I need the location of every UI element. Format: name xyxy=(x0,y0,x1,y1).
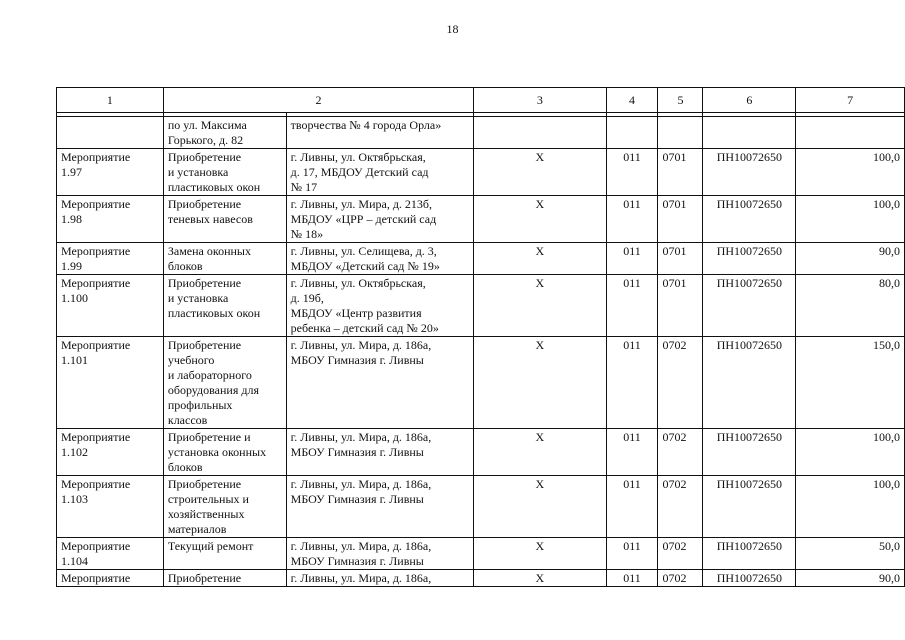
header-col-7: 7 xyxy=(796,88,905,113)
cell-col-3 xyxy=(474,117,606,149)
cell-col-4: 011 xyxy=(606,243,658,275)
table-row xyxy=(57,275,905,337)
cell-col-6 xyxy=(703,117,796,149)
cell-col-7: 90,0 xyxy=(796,243,905,275)
header-col-4: 4 xyxy=(606,88,658,113)
cell-col-3: X xyxy=(474,243,606,275)
cell-col-5: 0702 xyxy=(658,337,703,429)
cell-col-3: X xyxy=(474,149,606,196)
table-body xyxy=(57,117,905,587)
table-row xyxy=(57,243,905,275)
cell-col-3: X xyxy=(474,337,606,429)
cell-col-3: X xyxy=(474,429,606,476)
cell-col-6: ПН10072650 xyxy=(703,429,796,476)
cell-measure: Мероприятие 1.101 xyxy=(57,337,164,429)
cell-col-7 xyxy=(796,117,905,149)
cell-description: Приобретение и установка пластиковых окон xyxy=(163,275,286,337)
cell-col-4: 011 xyxy=(606,149,658,196)
cell-col-7: 100,0 xyxy=(796,476,905,538)
cell-col-7: 50,0 xyxy=(796,538,905,570)
cell-address: г. Ливны, ул. Октябрьская, д. 19б, МБДОУ «Центр развития ребенка – детский сад № 20» xyxy=(286,275,473,337)
cell-address: г. Ливны, ул. Селищева, д. 3, МБДОУ «Детский сад № 19» xyxy=(286,243,473,275)
table-row xyxy=(57,570,905,587)
cell-col-6: ПН10072650 xyxy=(703,243,796,275)
header-row xyxy=(57,88,905,113)
cell-address: г. Ливны, ул. Мира, д. 213б, МБДОУ «ЦРР – детский сад № 18» xyxy=(286,196,473,243)
cell-address: г. Ливны, ул. Мира, д. 186а, МБОУ Гимназия г. Ливны xyxy=(286,538,473,570)
cell-address: г. Ливны, ул. Мира, д. 186а, МБОУ Гимназия г. Ливны xyxy=(286,429,473,476)
table-row xyxy=(57,117,905,149)
cell-address: г. Ливны, ул. Октябрьская, д. 17, МБДОУ Детский сад № 17 xyxy=(286,149,473,196)
cell-col-7: 90,0 xyxy=(796,570,905,587)
header-col-6: 6 xyxy=(703,88,796,113)
cell-col-5: 0701 xyxy=(658,196,703,243)
cell-col-6: ПН10072650 xyxy=(703,476,796,538)
cell-description: Приобретение строительных и хозяйственных материалов xyxy=(163,476,286,538)
cell-col-6: ПН10072650 xyxy=(703,196,796,243)
cell-measure: Мероприятие 1.100 xyxy=(57,275,164,337)
table-row xyxy=(57,476,905,538)
table-row xyxy=(57,196,905,243)
cell-measure: Мероприятие 1.104 xyxy=(57,538,164,570)
cell-col-4: 011 xyxy=(606,429,658,476)
cell-col-3: X xyxy=(474,275,606,337)
cell-description: Текущий ремонт xyxy=(163,538,286,570)
cell-col-5: 0702 xyxy=(658,429,703,476)
cell-col-7: 100,0 xyxy=(796,196,905,243)
cell-col-3: X xyxy=(474,476,606,538)
header-col-1: 1 xyxy=(57,88,164,113)
cell-col-4: 011 xyxy=(606,337,658,429)
cell-col-4: 011 xyxy=(606,275,658,337)
cell-measure: Мероприятие 1.102 xyxy=(57,429,164,476)
cell-address: г. Ливны, ул. Мира, д. 186а, xyxy=(286,570,473,587)
cell-col-4: 011 xyxy=(606,570,658,587)
cell-description: Приобретение теневых навесов xyxy=(163,196,286,243)
cell-col-3: X xyxy=(474,570,606,587)
cell-address: г. Ливны, ул. Мира, д. 186а, МБОУ Гимназия г. Ливны xyxy=(286,337,473,429)
cell-col-7: 150,0 xyxy=(796,337,905,429)
cell-description: Приобретение и установка оконных блоков xyxy=(163,429,286,476)
cell-col-4: 011 xyxy=(606,476,658,538)
cell-col-6: ПН10072650 xyxy=(703,570,796,587)
cell-description: Замена оконных блоков xyxy=(163,243,286,275)
header-col-5: 5 xyxy=(658,88,703,113)
header-col-3: 3 xyxy=(474,88,606,113)
cell-col-5: 0701 xyxy=(658,275,703,337)
cell-col-7: 100,0 xyxy=(796,429,905,476)
cell-col-3: X xyxy=(474,538,606,570)
cell-measure: Мероприятие 1.103 xyxy=(57,476,164,538)
cell-col-5: 0702 xyxy=(658,570,703,587)
header-col-2: 2 xyxy=(163,88,473,113)
table-row xyxy=(57,149,905,196)
cell-col-6: ПН10072650 xyxy=(703,538,796,570)
cell-col-7: 80,0 xyxy=(796,275,905,337)
cell-measure: Мероприятие xyxy=(57,570,164,587)
table-row xyxy=(57,429,905,476)
cell-description: Приобретение xyxy=(163,570,286,587)
cell-address: г. Ливны, ул. Мира, д. 186а, МБОУ Гимназия г. Ливны xyxy=(286,476,473,538)
cell-address: творчества № 4 города Орла» xyxy=(286,117,473,149)
cell-description: Приобретение учебного и лабораторного оборудования для профильных классов xyxy=(163,337,286,429)
cell-col-4: 011 xyxy=(606,538,658,570)
cell-col-4 xyxy=(606,117,658,149)
cell-measure: Мероприятие 1.98 xyxy=(57,196,164,243)
cell-col-6: ПН10072650 xyxy=(703,337,796,429)
cell-col-5 xyxy=(658,117,703,149)
cell-col-6: ПН10072650 xyxy=(703,149,796,196)
cell-col-5: 0701 xyxy=(658,149,703,196)
cell-measure: Мероприятие 1.97 xyxy=(57,149,164,196)
cell-description: по ул. Максима Горького, д. 82 xyxy=(163,117,286,149)
page-number: 18 xyxy=(446,22,459,36)
cell-col-6: ПН10072650 xyxy=(703,275,796,337)
cell-description: Приобретение и установка пластиковых окон xyxy=(163,149,286,196)
measures-table xyxy=(56,87,905,587)
cell-col-5: 0702 xyxy=(658,476,703,538)
cell-col-5: 0702 xyxy=(658,538,703,570)
cell-col-7: 100,0 xyxy=(796,149,905,196)
cell-measure: Мероприятие 1.99 xyxy=(57,243,164,275)
cell-measure xyxy=(57,117,164,149)
cell-col-5: 0701 xyxy=(658,243,703,275)
table-row xyxy=(57,538,905,570)
table-row xyxy=(57,337,905,429)
cell-col-3: X xyxy=(474,196,606,243)
cell-col-4: 011 xyxy=(606,196,658,243)
